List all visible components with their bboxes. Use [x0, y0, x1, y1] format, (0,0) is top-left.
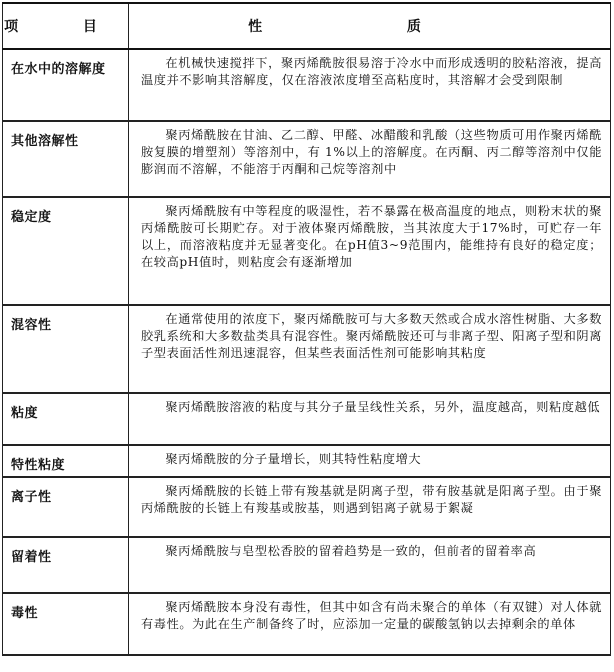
table-row: [3, 121, 611, 197]
row-desc: 聚丙烯酰胺在甘油、乙二醇、甲醛、冰醋酸和乳酸（这些物质可用作聚丙烯酰胺复膜的增塑剂）等溶剂中，有 1%以上的溶解度。在丙酮、丙二醇等溶剂中仅能膨润而不溶解，不能溶于丙酮和己烷等溶剂中: [129, 121, 611, 197]
row-name: 稳定度: [3, 197, 129, 305]
property-table: [2, 2, 611, 656]
table-row: [3, 593, 611, 655]
table-row: [3, 445, 611, 477]
row-name: 离子性: [3, 477, 129, 537]
table-row: [3, 393, 611, 445]
row-desc: 聚丙烯酰胺有中等程度的吸湿性，若不暴露在极高温度的地点，则粉末状的聚丙烯酰胺可长期贮存。对于液体聚丙烯酰胺，当其浓度大于17%时，可贮存一年以上，而溶液粘度并无显著变化。在pH值3~9范围内，能维持有良好的稳定度；在较高pH值时，则粘度会有逐渐增加: [129, 197, 611, 305]
property-table-page: [2, 2, 610, 670]
row-name: 留着性: [3, 537, 129, 593]
row-name: 混容性: [3, 305, 129, 393]
row-desc: 聚丙烯酰胺的长链上带有羧基就是阴离子型，带有胺基就是阳离子型。由于聚丙烯酰胺的长链上有羧基或胺基，则遇到铝离子就易于絮凝: [129, 477, 611, 537]
header-item: 项 目: [3, 3, 129, 49]
row-desc: 聚丙烯酰胺本身没有毒性，但其中如含有尚未聚合的单体（有双键）对人体就有毒性。为此在生产制备终了时，应添加一定量的碳酸氢钠以去掉剩余的单体: [129, 593, 611, 655]
row-desc: 聚丙烯酰胺溶液的粘度与其分子量呈线性关系，另外，温度越高，则粘度越低: [129, 393, 611, 445]
row-name: 其他溶解性: [3, 121, 129, 197]
row-desc: 聚丙烯酰胺的分子量增长，则其特性粘度增大: [129, 445, 611, 477]
table-row: [3, 197, 611, 305]
table-header-row: [3, 3, 611, 49]
row-name: 在水中的溶解度: [3, 49, 129, 121]
row-name: 毒性: [3, 593, 129, 655]
row-name: 特性粘度: [3, 445, 129, 477]
row-name: 粘度: [3, 393, 129, 445]
table-row: [3, 49, 611, 121]
table-row: [3, 537, 611, 593]
header-property: 性 质: [129, 3, 611, 49]
row-desc: 在机械快速搅拌下，聚丙烯酰胺很易溶于冷水中而形成透明的胶粘溶液，提高温度并不影响其溶解度，仅在溶液浓度增至高粘度时，其溶解才会受到限制: [129, 49, 611, 121]
row-desc: 聚丙烯酰胺与皂型松香胶的留着趋势是一致的，但前者的留着率高: [129, 537, 611, 593]
table-row: [3, 477, 611, 537]
row-desc: 在通常使用的浓度下，聚丙烯酰胺可与大多数天然或合成水溶性树脂、大多数胶乳系统和大多数盐类具有混容性。聚丙烯酰胺还可与非离子型、阳离子型和阴离子型表面活性剂迅速混容，但某些表面活性剂可能影响其粘度: [129, 305, 611, 393]
table-row: [3, 305, 611, 393]
